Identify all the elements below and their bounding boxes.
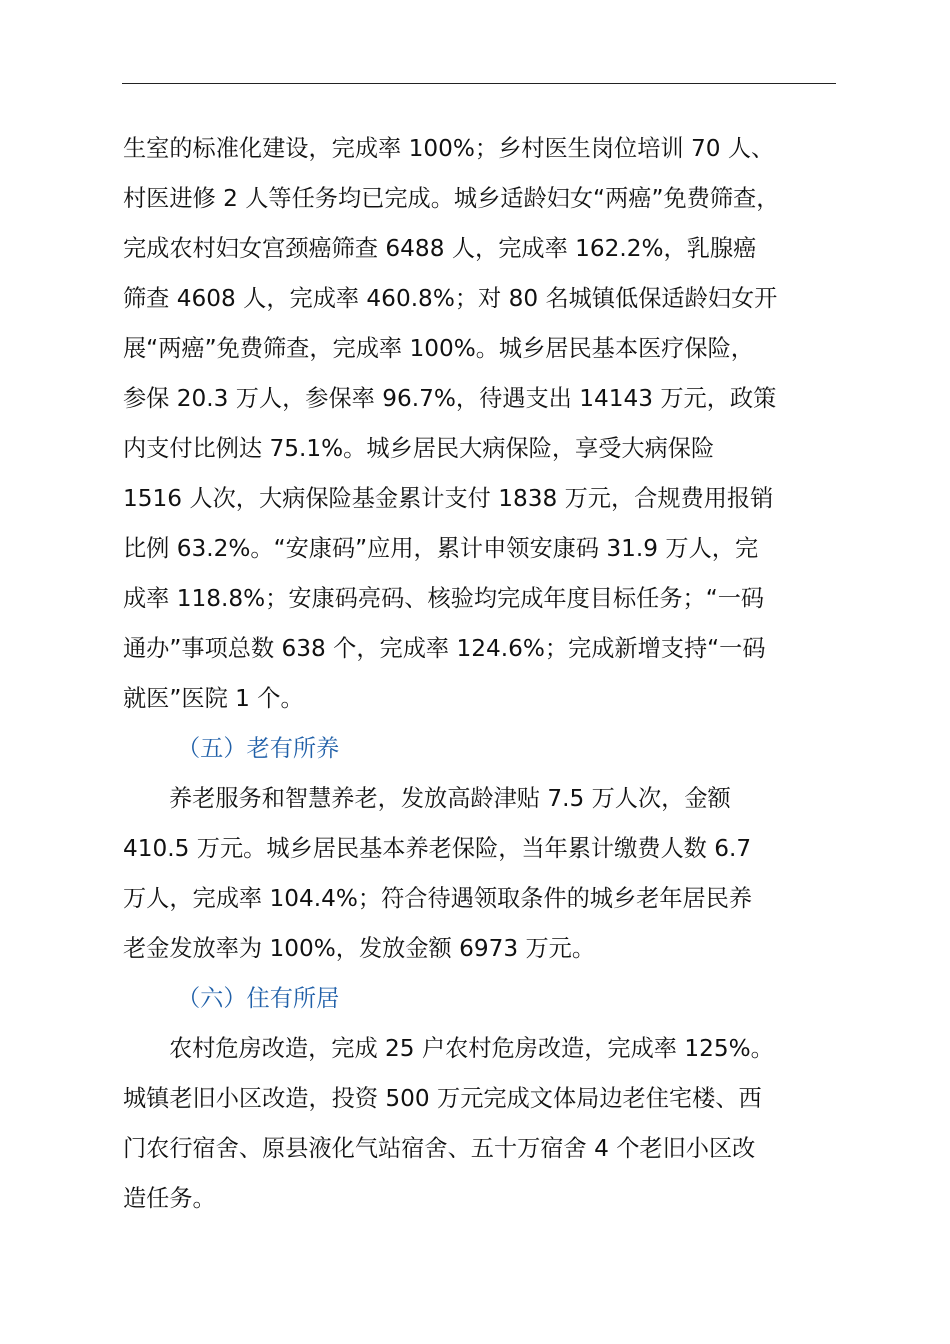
text-line: 农村危房改造，完成 25 户农村危房改造，完成率 125%。 <box>169 1035 774 1062</box>
text-line: 1516 人次，大病保险基金累计支付 1838 万元，合规费用报销 <box>123 485 774 512</box>
text-line: 筛查 4608 人，完成率 460.8%；对 80 名城镇低保适龄妇女开 <box>123 285 778 312</box>
text-line: 参保 20.3 万人，参保率 96.7%，待遇支出 14143 万元，政策 <box>123 385 777 412</box>
text-line: 村医进修 2 人等任务均已完成。城乡适龄妇女“两癌”免费筛查， <box>123 185 780 212</box>
text-line: 完成农村妇女宫颈癌筛查 6488 人，完成率 162.2%，乳腺癌 <box>123 235 757 262</box>
text-line: 内支付比例达 75.1%。城乡居民大病保险，享受大病保险 <box>123 435 715 462</box>
section-heading-housing: （六）住有所居 <box>177 985 340 1012</box>
text-line: 通办”事项总数 638 个，完成率 124.6%；完成新增支持“一码 <box>123 635 766 662</box>
section-heading-elderly-care: （五）老有所养 <box>177 735 340 762</box>
text-line: 门农行宿舍、原县液化气站宿舍、五十万宿舍 4 个老旧小区改 <box>123 1135 756 1162</box>
text-line: 城镇老旧小区改造，投资 500 万元完成文体局边老住宅楼、西 <box>123 1085 762 1112</box>
text-line: 成率 118.8%；安康码亮码、核验均完成年度目标任务；“一码 <box>123 585 765 612</box>
text-line: 比例 63.2%。“安康码”应用，累计申领安康码 31.9 万人，完 <box>123 535 759 562</box>
text-line: 老金发放率为 100%，发放金额 6973 万元。 <box>123 935 596 962</box>
paragraph-elderly-care <box>123 774 841 974</box>
text-line: 万人，完成率 104.4%；符合待遇领取条件的城乡老年居民养 <box>123 885 753 912</box>
paragraph-housing <box>123 1024 841 1224</box>
text-line: 展“两癌”免费筛查，完成率 100%。城乡居民基本医疗保险， <box>123 335 754 362</box>
text-line: 养老服务和智慧养老，发放高龄津贴 7.5 万人次，金额 <box>169 785 731 812</box>
header-rule <box>122 83 836 84</box>
text-line: 就医”医院 1 个。 <box>123 685 304 712</box>
paragraph-health <box>123 124 841 724</box>
text-line: 生室的标准化建设，完成率 100%；乡村医生岗位培训 70 人、 <box>123 135 775 162</box>
document-body <box>123 124 841 1224</box>
text-line: 410.5 万元。城乡居民基本养老保险，当年累计缴费人数 6.7 <box>123 835 752 862</box>
text-line: 造任务。 <box>123 1185 216 1212</box>
